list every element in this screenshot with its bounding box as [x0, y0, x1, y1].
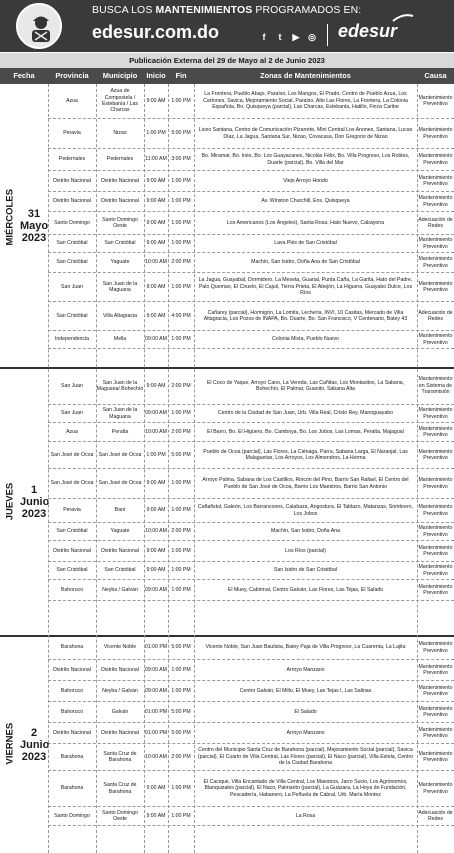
fin-cell: 2:00 PM [171, 428, 191, 435]
column-divider [168, 84, 169, 853]
table-row [48, 771, 454, 807]
provincia-cell: San Cristóbal [56, 240, 88, 247]
table-row [48, 119, 454, 149]
zona-cell: Centro Galván, El Millo, El Muey, Las Tejas I, Las Salinas [239, 687, 372, 694]
municipio-cell: Distrito Nacional [101, 666, 139, 673]
municipio-cell: Neyba / Galván [102, 586, 138, 593]
municipio-cell: Distrito Nacional [101, 198, 139, 205]
provincia-cell: San José de Ocoa [50, 480, 94, 487]
zona-cell: El Muey, Cabirmal, Centro Galván, Las Flores, Las Tejas, El Salado [227, 586, 384, 593]
date-label [20, 727, 48, 763]
column-divider [144, 84, 145, 853]
day-num: 1 [30, 484, 38, 496]
causa-cell: Adecuación de Redes [418, 809, 453, 822]
table-row [48, 807, 454, 826]
zona-cell: Arroyo Manzano [286, 729, 325, 736]
fin-cell: 5:00 PM [171, 130, 191, 137]
municipio-cell: San José de Ocoa [98, 451, 142, 458]
causa-cell: Mantenimiento Preventivo [418, 477, 453, 490]
table-row [48, 702, 454, 723]
zona-cell: Machín, San Isidro, Doña Ana [271, 528, 340, 535]
day-year: 2023 [21, 508, 47, 520]
causa-cell: Mantenimiento Preventivo [418, 684, 453, 697]
table-row [48, 744, 454, 771]
provincia-cell: San Juan [61, 382, 83, 389]
causa-cell: Mantenimiento Preventivo [418, 525, 453, 538]
table-row [48, 84, 454, 119]
table-header [0, 68, 454, 84]
col-inicio: Inicio [146, 71, 166, 80]
zona-cell: Machín, San Isidro, Doña Ana de San Cristóbal [251, 259, 360, 266]
table-row [48, 562, 454, 580]
weekday-label: VIERNES [4, 722, 16, 764]
causa-cell: Mantenimiento Preventivo [418, 94, 453, 107]
fin-cell: 1:00 PM [171, 240, 191, 247]
header-banner [0, 0, 454, 52]
fin-cell: 1:00 PM [171, 567, 191, 574]
table-row [48, 331, 454, 349]
inicio-cell: 09:00 AM [145, 586, 167, 593]
causa-cell: Mantenimiento Preventivo [418, 448, 453, 461]
provincia-cell: Distrito Nacional [53, 198, 91, 205]
causa-cell: Mantenimiento Preventivo [418, 782, 453, 795]
causa-cell: Mantenimiento Preventivo [418, 280, 453, 293]
inicio-cell: 10:00 AM [145, 528, 167, 535]
zona-cell: El Cacique, Villa Encantado de Villa Central, Los Maestros, Jarro Sucio, Los Agrónomos, Blanquizales (parcial), El Naco, Palmarito (parcial), La Guázara, La Hoya de Fundación, Pescadería, Habanero, La Peñuela de Cabral, Urb. María Montez [203, 778, 408, 798]
provincia-cell: Peravia [63, 130, 81, 137]
table-row [48, 523, 454, 541]
provincia-cell: Bahoruco [60, 687, 84, 694]
municipio-cell: San Juan de la Maguana [102, 280, 138, 293]
provincia-cell: San Cristóbal [56, 528, 88, 535]
zona-cell: Colonia Mixta, Pueblo Nuevo [272, 336, 339, 343]
zona-cell: El Barro, Bo. El Higüero, Bo. Camboya, Bo. Los Jobos, Las Lomas, Peralta, Majagual [207, 428, 404, 435]
zona-cell: Los Ríos (parcial) [285, 547, 326, 554]
causa-cell: Mantenimiento Preventivo [418, 407, 453, 420]
causa-cell: Adecuación de Redes [418, 216, 453, 229]
zona-cell: San Isidro de San Cristóbal [273, 567, 338, 574]
instagram-icon[interactable]: ◎ [308, 31, 316, 42]
fin-cell: 1:00 PM [171, 547, 191, 554]
municipio-cell: Azua de Compostela / Estebanía / Las Charcas [101, 88, 139, 114]
fin-cell: 1:00 PM [171, 336, 191, 343]
provincia-cell: Pedernales [58, 156, 86, 163]
table-row [48, 302, 454, 331]
inicio-cell: 9:00 AM [146, 507, 166, 514]
table-row [48, 499, 454, 523]
causa-cell: Mantenimiento Preventivo [418, 237, 453, 250]
provincia-cell: San Cristóbal [56, 259, 88, 266]
inicio-cell: 10:00 AM [145, 428, 167, 435]
date-label [20, 484, 48, 520]
zona-cell: La Rosa [295, 812, 316, 819]
municipio-cell: Nizao [113, 130, 127, 137]
table-row [48, 273, 454, 302]
inicio-cell: 9:00 AM [146, 785, 166, 792]
table-row [48, 723, 454, 744]
inicio-cell: 1:00 PM [146, 130, 166, 137]
inicio-cell: 01:00 PM [144, 644, 168, 651]
col-causa: Causa [424, 71, 447, 80]
municipio-cell: Yaguate [110, 259, 130, 266]
col-fecha: Fecha [13, 71, 35, 80]
causa-cell: Mantenimiento Preventivo [418, 726, 453, 739]
zona-cell: Bo. Miramar, Bo. Inés, Bo. Los Guayacanes, Nicolás Félix, Bo. Villa Progreso, Los Robles, Duarte (parcial), Bo. Villa del Mar [201, 153, 410, 166]
provincia-cell: Azua [66, 97, 78, 104]
day-month: Junio [20, 738, 50, 751]
column-divider [48, 84, 49, 853]
brand-logo: edesur [338, 21, 398, 41]
fin-cell: 4:00 PM [171, 312, 191, 319]
municipio-cell: Mella [113, 336, 127, 343]
day-num: 31 [27, 208, 41, 220]
table-row [48, 681, 454, 702]
col-zonas: Zonas de Mantenimientos [260, 71, 351, 80]
provincia-cell: Bahoruco [60, 708, 84, 715]
inicio-cell: 9:00 AM [146, 177, 166, 184]
municipio-cell: Neyba / Galván [102, 687, 138, 694]
weekday-label: MIÉRCOLES [4, 189, 16, 246]
col-fin: Fin [175, 71, 187, 80]
fin-cell: 1:00 PM [171, 219, 191, 226]
fin-cell: 1:00 PM [171, 480, 191, 487]
day-month: Junio [20, 496, 50, 508]
inicio-cell: 10:00 AM [145, 753, 167, 760]
inicio-cell: 09:00 AM [145, 410, 167, 417]
municipio-cell: San Juan de la Maguana [102, 407, 138, 420]
date-label [20, 208, 48, 244]
causa-cell: Adecuación de Redes [418, 309, 453, 322]
provincia-cell: Barahona [60, 644, 84, 651]
table-row [48, 368, 454, 405]
provincia-cell: San Cristóbal [56, 567, 88, 574]
publication-subtitle: Publicación Externa del 29 de Mayo al 2 de Junio 2023 [0, 53, 454, 68]
table-row [48, 149, 454, 171]
fin-cell: 5:00 PM [171, 451, 191, 458]
municipio-cell: Baní [114, 507, 126, 514]
municipio-cell: Galván [111, 708, 129, 715]
column-divider [194, 84, 195, 853]
youtube-icon[interactable]: ▶ [292, 31, 300, 42]
inicio-cell: 9:00 AM [146, 198, 166, 205]
inicio-cell: 09:00 AM [145, 687, 167, 694]
table-row [48, 171, 454, 192]
twitter-icon[interactable]: t [278, 32, 282, 42]
inicio-cell: 10:00 AM [145, 259, 167, 266]
inicio-cell: 11:00 AM [145, 156, 167, 163]
causa-cell: Mantenimiento Preventivo [418, 504, 453, 517]
zona-cell: La Frontera, Pueblo Abajo, Paraíso, Los Mangos, El Prado, Centro de Pueblo Azua, Los Cartones, Savica, Mejoramiento Social, Paraíso, Alto Las Flores, La Frontera, La Colonia Española, Bo. Quisqueya (parcial), Las Charcas, Estebanía, Hatillo, Finca Caribe [203, 91, 408, 111]
municipio-cell: San Juan de la Maguana/ Bohechío [96, 379, 144, 392]
municipio-cell: Distrito Nacional [101, 729, 139, 736]
provincia-cell: Distrito Nacional [53, 729, 91, 736]
provincia-cell: Peravia [63, 507, 81, 514]
fin-cell: 1:00 PM [171, 97, 191, 104]
provincia-cell: San Juan [61, 410, 83, 417]
fin-cell: 5:00 PM [171, 729, 191, 736]
fin-cell: 1:00 PM [171, 812, 191, 819]
provincia-cell: Santo Domingo [54, 812, 90, 819]
provincia-cell: Distrito Nacional [53, 177, 91, 184]
table-row [48, 423, 454, 442]
inicio-cell: 1:00 PM [146, 451, 166, 458]
causa-cell: Mantenimiento Preventivo [418, 256, 453, 269]
causa-cell: Mantenimiento Preventivo [418, 425, 453, 438]
inicio-cell: 09:00 AM [145, 666, 167, 673]
municipio-cell: Distrito Nacional [101, 177, 139, 184]
provincia-cell: Distrito Nacional [53, 666, 91, 673]
inicio-cell: 9:00 AM [146, 219, 166, 226]
zona-cell: Liceo Santana, Centro de Comunicación Pizarrete, Mini Central Los Anones, Santana, Lucas Díaz, La Jagua, Santana Sur, Nizao, Covacasa, Don Gregorio de Nizao [198, 127, 413, 140]
fin-cell: 1:00 PM [171, 198, 191, 205]
inicio-cell: 9:00 AM [146, 240, 166, 247]
inicio-cell: 9:00 AM [146, 480, 166, 487]
fin-cell: 2:00 PM [171, 259, 191, 266]
fin-cell: 1:00 PM [171, 666, 191, 673]
zona-cell: Viejo Arroyo Hondo [283, 177, 328, 184]
fin-cell: 2:00 PM [171, 382, 191, 389]
fin-cell: 1:00 PM [171, 785, 191, 792]
zona-cell: Av. Winston Churchill, Ens. Quisqueya [261, 198, 350, 205]
inicio-cell: 01:00 PM [144, 729, 168, 736]
fin-cell: 2:00 PM [171, 528, 191, 535]
fin-cell: 1:00 PM [171, 687, 191, 694]
inicio-cell: 9:00 AM [146, 97, 166, 104]
provincia-cell: Independencia [54, 336, 90, 343]
table-row [48, 192, 454, 212]
day-num: 2 [30, 726, 38, 739]
day-label [0, 636, 48, 853]
day-separator [0, 367, 454, 369]
column-divider [96, 84, 97, 853]
fin-cell: 5:00 PM [171, 644, 191, 651]
table-row [48, 660, 454, 681]
municipio-cell: San Cristóbal [104, 240, 136, 247]
zona-cell: El Salado [294, 708, 317, 715]
day-label [0, 368, 48, 636]
column-divider [417, 84, 418, 853]
fin-cell: 1:00 PM [171, 507, 191, 514]
municipio-cell: Yaguate [110, 528, 130, 535]
day-year: 2023 [21, 232, 47, 244]
fin-cell: 1:00 PM [171, 177, 191, 184]
municipio-cell: San José de Ocoa [98, 480, 142, 487]
inicio-cell: 9:00 AM [146, 382, 166, 389]
causa-cell: Mantenimiento en Sistema de Transmisión [418, 376, 453, 396]
day-separator [0, 635, 454, 637]
zona-cell: Vicente Noble, San Juan Bautista, Batey Paja de Villa Progreso, La Cuarenta, La Lajita [205, 644, 406, 651]
zona-cell: Cañarey (parcial), Hormigón, La Lomita, Lechería, INVI, 10 Casitas, Mercado de Villa Altagracia, Los Pozos de INAPA, Bo. Duarte, Bo. San Francisco, V Centenario, Batey 43 [203, 309, 408, 322]
zona-cell: El Coco de Yaque, Arroyo Cano, La Vereda, Las Cañitas, Los Montasitos, La Sabana, Bohechío, El Palmar, Guanito, Sabana Alta [206, 379, 405, 392]
zona-cell: Centro de la Ciudad de San Juan, Urb. Villa Real, Cristo Rey, Manoguayabo [217, 410, 394, 417]
day-month: Mayo [20, 220, 49, 232]
municipio-cell: Peralta [111, 428, 129, 435]
causa-cell: Mantenimiento Preventivo [418, 544, 453, 557]
facebook-icon[interactable]: f [262, 32, 266, 42]
zona-cell: Centro del Municipio Santa Cruz de Barahona (parcial), Mejoramiento Social (parcial), Savica (parcial), El Cuarto de Villa Central, Las Flores (parcial), El Naco (parcial), Villa Estela, Centro de la Ciudad Barahona [197, 747, 414, 767]
day-label [0, 84, 48, 368]
causa-cell: Mantenimiento Preventivo [418, 195, 453, 208]
worker-logo-icon [16, 3, 62, 49]
causa-cell: Mantenimiento Preventivo [418, 564, 453, 577]
table-row [48, 442, 454, 469]
municipio-cell: Pedernales [106, 156, 134, 163]
fin-cell: 1:00 PM [171, 586, 191, 593]
fin-cell: 1:00 PM [171, 283, 191, 290]
provincia-cell: Barahona [60, 785, 84, 792]
fin-cell: 1:00 PM [171, 410, 191, 417]
header-divider [327, 24, 328, 46]
zona-cell: La Jagua, Guayabal, Dormidero, La Meseta, Guanal, Punta Caña, La Garita, Hato del Padre, Palo Quemao, El Ciruelo, El Cajuil, Tierra Prieta, El Abejón, La Higuera, Guayabo Dulce, Los Ríos [198, 277, 413, 297]
website-link[interactable]: edesur.com.do [92, 22, 220, 42]
provincia-cell: San Cristóbal [56, 312, 88, 319]
zona-cell: Pueblo de Ocoa (parcial), Las Flores, La Ciénaga, Parra, Sabana Larga, El Naranjal, Las Malaguetas, Los Arroyos, Los Almendros, La Horma [203, 448, 408, 461]
inicio-cell: 01:00 PM [144, 708, 168, 715]
fin-cell: 3:00 PM [171, 156, 191, 163]
causa-cell: Mantenimiento Preventivo [418, 663, 453, 676]
inicio-cell: 9:00 AM [146, 547, 166, 554]
municipio-cell: Santo Domingo Oeste [102, 216, 138, 229]
provincia-cell: San José de Ocoa [50, 451, 94, 458]
causa-cell: Mantenimiento Preventivo [418, 127, 453, 140]
causa-cell: Mantenimiento Preventivo [418, 641, 453, 654]
zona-cell: Arroyo Palma, Sabana de Los Castillos, Rincón del Pino, Barrio San Rafael, El Centro del Pueblo de San José de Ocoa, Barrio Los Maestros, Barrio San Antonio [202, 477, 409, 490]
table-row [48, 405, 454, 423]
col-municipio: Municipio [102, 71, 138, 80]
provincia-cell: San Juan [61, 283, 83, 290]
inicio-cell: 9:00 AM [146, 312, 166, 319]
table-row [48, 253, 454, 273]
fin-cell: 2:00 PM [171, 753, 191, 760]
inicio-cell: 9:00 AM [146, 567, 166, 574]
header-tagline: BUSCA LOS MANTENIMIENTOS PROGRAMADOS EN: [92, 4, 362, 16]
causa-cell: Mantenimiento Preventivo [418, 153, 453, 166]
provincia-cell: Azua [66, 428, 78, 435]
day-year: 2023 [21, 750, 47, 763]
table-row [48, 636, 454, 660]
provincia-cell: Santo Domingo [54, 219, 90, 226]
table-row [48, 212, 454, 235]
municipio-cell: San Cristóbal [104, 567, 136, 574]
causa-cell: Mantenimiento Preventivo [418, 583, 453, 596]
causa-cell: Mantenimiento Preventivo [418, 705, 453, 718]
inicio-cell: 09:00 AM [145, 336, 167, 343]
municipio-cell: Villa Altagracia [103, 312, 137, 319]
table-row [48, 469, 454, 499]
municipio-cell: Distrito Nacional [101, 547, 139, 554]
municipio-cell: Santa Cruz de Barahona [103, 750, 137, 763]
municipio-cell: Santo Domingo Oeste [102, 809, 138, 822]
social-icons [258, 30, 318, 44]
col-provincia: Provincia [55, 71, 89, 80]
table-row [48, 235, 454, 253]
provincia-cell: Distrito Nacional [53, 547, 91, 554]
causa-cell: Mantenimiento Preventivo [418, 750, 453, 763]
provincia-cell: Barahona [60, 753, 84, 760]
zona-cell: Lava Piés de San Cristóbal [274, 240, 337, 247]
weekday-label: JUEVES [4, 482, 16, 521]
zona-cell: Cañafistol, Galeón, Los Barrancones, Calabaza, Angostura, El Tablazo, Matanzas, Sombrero, Los Jobos [197, 504, 413, 517]
fin-cell: 5:00 PM [171, 708, 191, 715]
inicio-cell: 9:00 AM [146, 283, 166, 290]
causa-cell: Mantenimiento Preventivo [418, 174, 453, 187]
zona-cell: Arroyo Manzano [286, 666, 325, 673]
causa-cell: Mantenimiento Preventivo [418, 333, 453, 346]
table-row [48, 580, 454, 601]
municipio-cell: Vicente Noble [103, 644, 137, 651]
table-row [48, 541, 454, 562]
zona-cell: Los Americanos (Los Ángeles), Santa Rosa, Hato Nuevo, Cabayona [226, 219, 385, 226]
municipio-cell: Santa Cruz de Barahona [103, 782, 137, 795]
inicio-cell: 9:00 AM [146, 812, 166, 819]
provincia-cell: Bahoruco [60, 586, 84, 593]
